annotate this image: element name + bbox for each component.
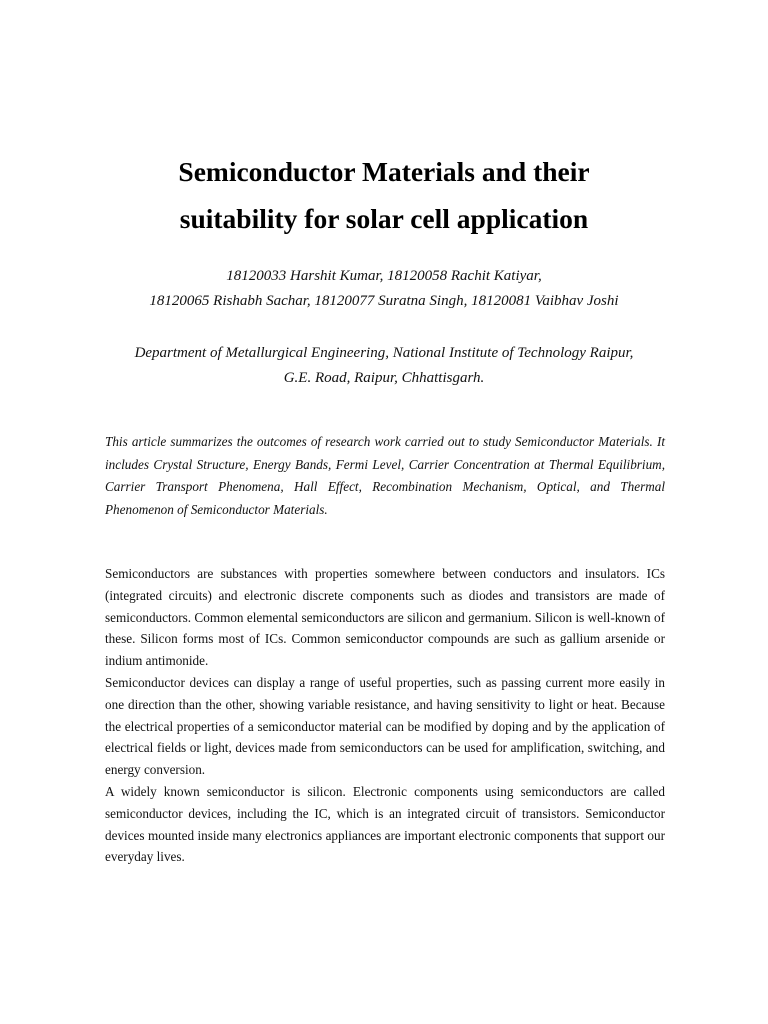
affiliation-line-2: G.E. Road, Raipur, Chhattisgarh. — [283, 370, 485, 386]
authors-line-2: 18120065 Rishabh Sachar, 18120077 Suratna Singh, 18120081 Vaibhav Joshi — [149, 293, 619, 309]
body-text — [105, 563, 665, 868]
paper-title — [60, 148, 708, 242]
affiliation-line-1: Department of Metallurgical Engineering, National Institute of Technology Raipur, — [134, 345, 634, 361]
authors-line-1: 18120033 Harshit Kumar, 18120058 Rachit Katiyar, — [226, 268, 542, 284]
abstract: This article summarizes the outcomes of research work carried out to study Semiconductor Materials. It includes Crystal Structure, Energy Bands, Fermi Level, Carrier Concentration at Thermal Equilibrium, Carrier Transport Phenomena, Hall Effect, Recombination Mechanism, Optical, and Thermal Phenomenon of Semiconductor Materials. — [105, 434, 665, 517]
body-paragraph-2: Semiconductor devices can display a range of useful properties, such as passing current more easily in one direction than the other, showing variable resistance, and having sensitivity to light or heat. Because the electrical properties of a semiconductor material can be modified by doping and by the application of electrical fields or light, devices made from semiconductors can be used for amplification, switching, and energy conversion. — [105, 674, 665, 778]
body-paragraph-3: A widely known semiconductor is silicon. Electronic components using semiconductors are called semiconductor devices, including the IC, which is an integrated circuit of transistors. Semiconductor devices mounted inside many electronics appliances are important electronic components that support our everyday lives. — [105, 783, 665, 865]
body-paragraph-1: Semiconductors are substances with properties somewhere between conductors and insulators. ICs (integrated circuits) and electronic discrete components such as diodes and transistors are made of semiconductors. Common elemental semiconductors are silicon and germanium. Silicon is well-known of these. Silicon forms most of ICs. Common semiconductor compounds are such as gallium arsenide or indium antimonide. — [105, 566, 665, 669]
author-list — [60, 264, 708, 314]
title-line-1: Semiconductor Materials and their — [178, 156, 590, 187]
affiliation — [60, 341, 708, 391]
title-line-2: suitability for solar cell application — [179, 203, 589, 234]
